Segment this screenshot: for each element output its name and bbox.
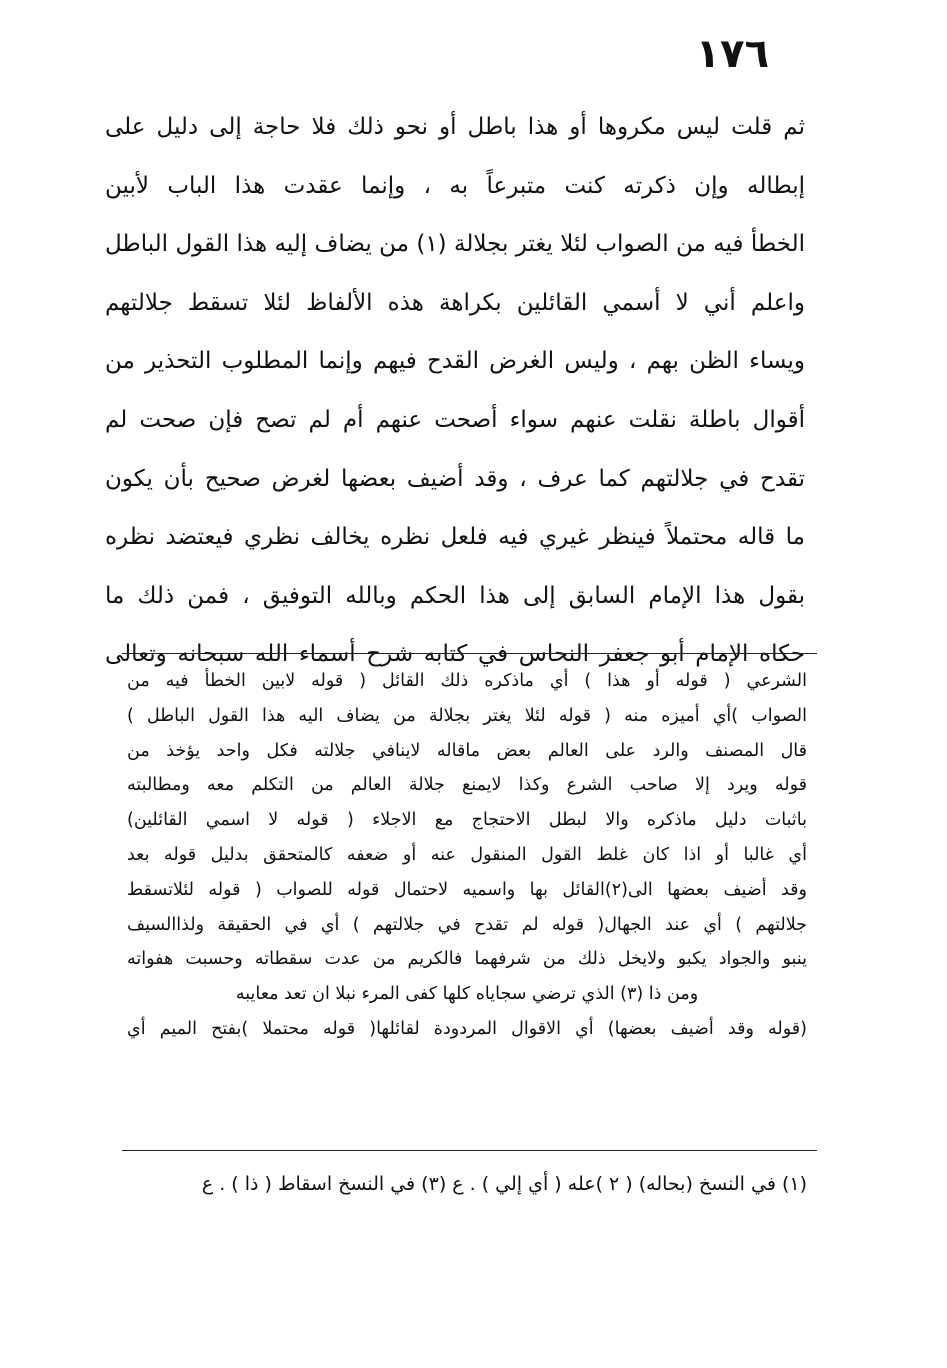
main-text-block [105,98,805,684]
commentary-line: جلالتهم ) أي عند الجهال( قوله لم تقدح في جلالتهم ) أي في الحقيقة ولذاالسيف [127,914,807,935]
commentary-line: قوله ويرد إلا صاحب الشرع وكذا لايمنع جلالة العالم من التكلم معه ومطالبته [127,775,807,796]
commentary-line: الصواب )أي أميزه منه ( قوله لئلا يغتر بجلالة من يضاف اليه هذا القول الباطل ) [127,705,807,726]
main-text-line: ما قاله محتملاً فينظر غيري فيه فلعل نظره يخالف نظري فيعتضد نظره [105,524,805,551]
commentary-line: وقد أضيف بعضها الى(٢)القائل بها واسميه لاحتمال قوله للصواب ( قوله لئلاتسقط [127,879,807,900]
main-text-line: واعلم أني لا أسمي القائلين بكراهة هذه الألفاظ لئلا تسقط جلالتهم [105,289,805,316]
main-text-line: تقدح في جلالتهم كما عرف ، وقد أضيف بعضها لغرض صحيح بأن يكون [105,465,805,492]
commentary-line: أي غالبا أو اذا كان غلط القول المنقول عنه أو ضعفه كالمتحقق بدليل قوله بعد [127,844,807,865]
divider-rule [122,653,817,654]
commentary-block [127,664,807,1047]
main-text-line: ثم قلت ليس مكروها أو هذا باطل أو نحو ذلك فلا حاجة إلى دليل على [105,114,805,140]
commentary-line: باثبات دليل ماذكره والا لبطل الاحتجاج مع الاجلاء ( قوله لا اسمي القائلين) [127,810,807,831]
main-text-line: حكاه الإمام أبو جعفر النحاس في كتابه شرح أسماء الله سبحانه وتعالى [105,641,805,668]
main-text-line: بقول هذا الإمام السابق إلى هذا الحكم وبالله التوفيق ، فمن ذلك ما [105,582,805,609]
main-text-line: ويساء الظن بهم ، وليس الغرض القدح فيهم وإنما المطلوب التحذير من [105,348,805,375]
commentary-line: ينبو والجواد يكبو ولايخل ذلك من شرفهما فالكريم من عدت سقطاته وحسبت هفواته [127,949,807,970]
page-number: ١٧٦ [695,31,769,77]
divider-rule [122,1150,817,1151]
main-text-line: إبطاله وإن ذكرته كنت متبرعاً به ، وإنما عقدت هذا الباب لأبين [105,172,805,199]
commentary-line: (قوله وقد أضيف بعضها) أي الاقوال المردودة لقائلها( قوله محتملا )بفتح الميم أي [127,1018,807,1039]
main-text-line: الخطأ فيه من الصواب لئلا يغتر بجلالة (١) من يضاف إليه هذا القول الباطل [105,231,805,258]
commentary-line: قال المصنف والرد على العالم بعض ماقاله لاينافي جلالته فكل واحد يؤخذ من [127,740,807,761]
footnotes: (١) في النسخ (بحاله) ( ٢ )عله ( أي إلي ) . ع (٣) في النسخ اسقاط ( ذا ) . ع [201,1173,807,1195]
commentary-verse-line: ومن ذا (٣) الذي ترضي سجاياه كلها كفى المرء نبلا ان تعد معايبه [235,984,699,1005]
commentary-line: الشرعي ( قوله أو هذا ) أي ماذكره ذلك القائل ( قوله لابين الخطأ فيه من [127,671,807,691]
main-text-line: أقوال باطلة نقلت عنهم سواء أصحت عنهم أم لم تصح فإن صحت لم [105,406,805,433]
